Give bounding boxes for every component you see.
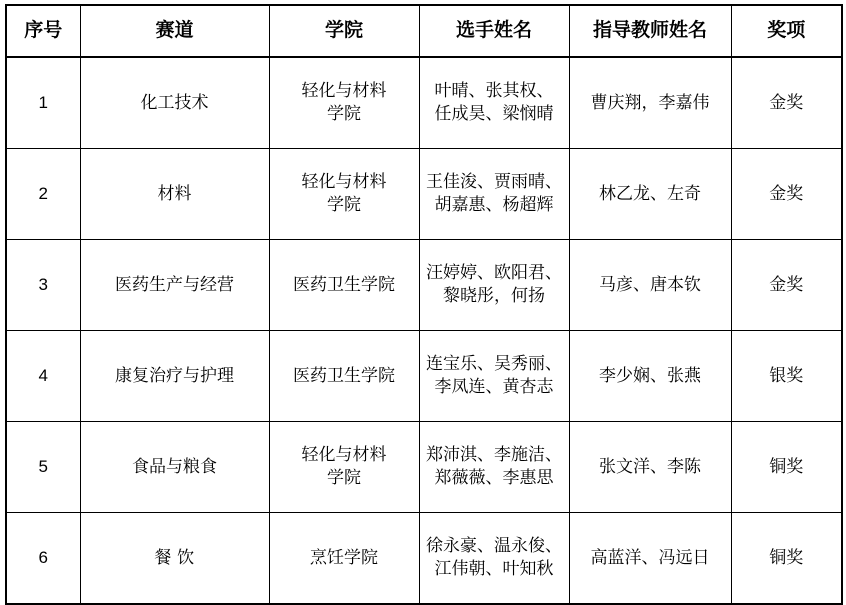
cell-college bbox=[269, 57, 419, 149]
cell-track: 食品与粮食 bbox=[80, 422, 269, 513]
cell-players bbox=[419, 513, 569, 605]
cell-college-line: 轻化与材料 bbox=[301, 81, 387, 101]
table-row bbox=[6, 331, 842, 422]
cell-players bbox=[419, 57, 569, 149]
cell-college-line: 轻化与材料 bbox=[301, 445, 387, 465]
column-header-player-name: 选手姓名 bbox=[419, 5, 569, 57]
cell-teachers-line: 李少娴、张燕 bbox=[599, 365, 701, 385]
table-row bbox=[6, 513, 842, 605]
cell-college bbox=[269, 331, 419, 422]
table-row bbox=[6, 422, 842, 513]
cell-index: 4 bbox=[6, 331, 80, 422]
cell-players-line: 叶晴、张其权、 bbox=[434, 81, 554, 101]
table-row bbox=[6, 57, 842, 149]
cell-teachers-line: 林乙龙、左奇 bbox=[599, 183, 701, 203]
cell-track: 材料 bbox=[80, 149, 269, 240]
cell-players-line: 李凤连、黄杏志 bbox=[434, 377, 554, 396]
cell-index: 3 bbox=[6, 240, 80, 331]
cell-college-line: 学院 bbox=[327, 468, 361, 487]
cell-players bbox=[419, 240, 569, 331]
cell-award: 银奖 bbox=[731, 331, 842, 422]
column-header-college: 学院 bbox=[269, 5, 419, 57]
cell-track: 康复治疗与护理 bbox=[80, 331, 269, 422]
cell-college-line: 轻化与材料 bbox=[301, 172, 387, 192]
cell-players-line: 郑薇薇、李惠思 bbox=[434, 468, 554, 487]
table-row bbox=[6, 149, 842, 240]
column-header-teacher-name: 指导教师姓名 bbox=[569, 5, 731, 57]
column-header-track: 赛道 bbox=[80, 5, 269, 57]
cell-college bbox=[269, 422, 419, 513]
cell-players bbox=[419, 422, 569, 513]
table-header-row bbox=[6, 5, 842, 57]
cell-teachers bbox=[569, 57, 731, 149]
cell-college-line: 学院 bbox=[327, 104, 361, 123]
cell-index: 1 bbox=[6, 57, 80, 149]
cell-teachers-line: 高蓝洋、冯远日 bbox=[590, 547, 710, 567]
column-header-award: 奖项 bbox=[731, 5, 842, 57]
cell-college-line: 医药卫生学院 bbox=[293, 274, 395, 294]
column-header-index: 序号 bbox=[6, 5, 80, 57]
cell-track: 餐 饮 bbox=[80, 513, 269, 605]
cell-teachers bbox=[569, 240, 731, 331]
cell-teachers-line: 张文洋、李陈 bbox=[599, 456, 701, 476]
cell-college-line: 医药卫生学院 bbox=[293, 365, 395, 385]
cell-teachers bbox=[569, 331, 731, 422]
cell-track: 化工技术 bbox=[80, 57, 269, 149]
cell-players bbox=[419, 149, 569, 240]
cell-index: 5 bbox=[6, 422, 80, 513]
cell-teachers bbox=[569, 513, 731, 605]
cell-players-line: 王佳浚、贾雨晴、 bbox=[426, 172, 562, 192]
cell-index: 6 bbox=[6, 513, 80, 605]
cell-players-line: 连宝乐、吴秀丽、 bbox=[426, 354, 562, 374]
cell-award: 金奖 bbox=[731, 149, 842, 240]
cell-players-line: 胡嘉惠、杨超辉 bbox=[434, 195, 554, 214]
cell-track: 医药生产与经营 bbox=[80, 240, 269, 331]
cell-index: 2 bbox=[6, 149, 80, 240]
cell-players-line: 黎晓彤，何扬 bbox=[443, 286, 545, 305]
cell-college bbox=[269, 240, 419, 331]
cell-players-line: 徐永豪、温永俊、 bbox=[426, 536, 562, 556]
cell-award: 铜奖 bbox=[731, 513, 842, 605]
cell-college-line: 学院 bbox=[327, 195, 361, 214]
cell-college bbox=[269, 513, 419, 605]
cell-teachers bbox=[569, 149, 731, 240]
cell-award: 铜奖 bbox=[731, 422, 842, 513]
cell-college bbox=[269, 149, 419, 240]
cell-players bbox=[419, 331, 569, 422]
cell-college-line: 烹饪学院 bbox=[310, 547, 378, 567]
cell-award: 金奖 bbox=[731, 240, 842, 331]
cell-award: 金奖 bbox=[731, 57, 842, 149]
cell-players-line: 汪婷婷、欧阳君、 bbox=[426, 263, 562, 283]
cell-teachers bbox=[569, 422, 731, 513]
cell-players-line: 江伟朝、叶知秋 bbox=[434, 559, 554, 578]
award-results-table bbox=[5, 4, 843, 605]
cell-players-line: 郑沛淇、李施洁、 bbox=[426, 445, 562, 465]
table-row bbox=[6, 240, 842, 331]
cell-teachers-line: 马彦、唐本钦 bbox=[599, 274, 701, 294]
cell-players-line: 任成昊、梁悯晴 bbox=[434, 104, 554, 123]
cell-teachers-line: 曹庆翔，李嘉伟 bbox=[590, 92, 710, 112]
